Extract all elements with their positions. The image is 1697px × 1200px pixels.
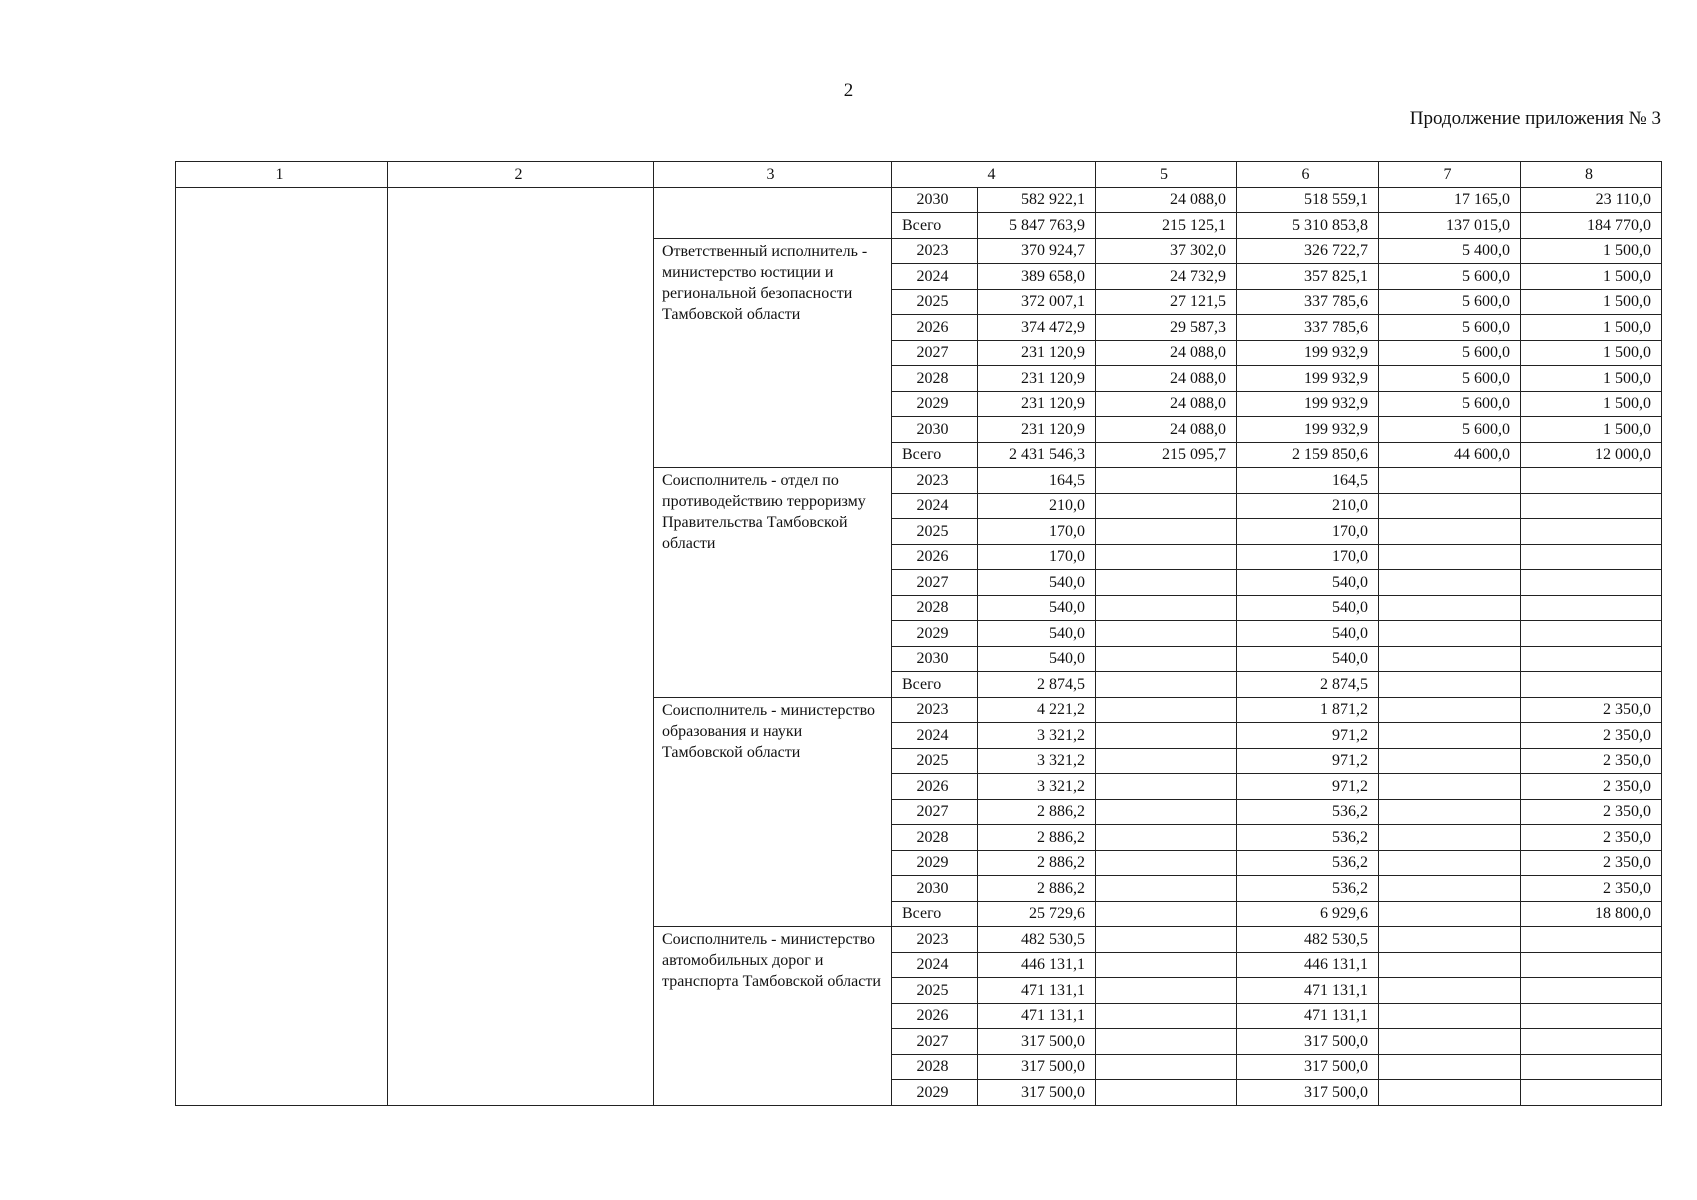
year-cell: 2030 — [892, 646, 978, 672]
col-4-value: 3 321,2 — [978, 723, 1096, 749]
col-8-value — [1521, 570, 1662, 596]
continuation-title: Продолжение приложения № 3 — [1409, 108, 1661, 129]
col-5-value: 24 088,0 — [1096, 187, 1237, 213]
col-6-value: 471 131,1 — [1237, 978, 1379, 1004]
col-5-value — [1096, 927, 1237, 953]
col-4-value: 3 321,2 — [978, 748, 1096, 774]
col-4-value: 372 007,1 — [978, 289, 1096, 315]
col-5-value — [1096, 723, 1237, 749]
col-6-value: 540,0 — [1237, 621, 1379, 647]
executor-label: Ответственный исполнитель - министерство юстиции и региональной безопасности Тамбовской области — [654, 238, 892, 468]
col-5-value: 215 125,1 — [1096, 213, 1237, 239]
col-4-value: 389 658,0 — [978, 264, 1096, 290]
col-4-value: 231 120,9 — [978, 391, 1096, 417]
col-6-value: 6 929,6 — [1237, 901, 1379, 927]
col-7-value — [1379, 519, 1521, 545]
col-4-value: 4 221,2 — [978, 697, 1096, 723]
year-cell: 2029 — [892, 1080, 978, 1106]
col-7-value: 5 600,0 — [1379, 264, 1521, 290]
col-7-value: 5 600,0 — [1379, 340, 1521, 366]
col-8-value — [1521, 544, 1662, 570]
year-cell: Всего — [892, 442, 978, 468]
col-8-value — [1521, 978, 1662, 1004]
col-6-value: 540,0 — [1237, 595, 1379, 621]
col-6-value: 971,2 — [1237, 748, 1379, 774]
col-8-value: 18 800,0 — [1521, 901, 1662, 927]
col-7-value — [1379, 850, 1521, 876]
col-8-value: 2 350,0 — [1521, 697, 1662, 723]
year-cell: 2028 — [892, 595, 978, 621]
col-7-value — [1379, 799, 1521, 825]
col-7-value — [1379, 1054, 1521, 1080]
col-7-value — [1379, 570, 1521, 596]
col-6-value: 540,0 — [1237, 646, 1379, 672]
col-6-value: 536,2 — [1237, 799, 1379, 825]
col-5-value: 24 732,9 — [1096, 264, 1237, 290]
col-6-value: 210,0 — [1237, 493, 1379, 519]
col-7-value: 5 600,0 — [1379, 315, 1521, 341]
col-7-value: 5 400,0 — [1379, 238, 1521, 264]
year-cell: 2028 — [892, 825, 978, 851]
year-cell: 2025 — [892, 748, 978, 774]
col-8-value — [1521, 595, 1662, 621]
executor-label — [654, 187, 892, 238]
year-cell: 2030 — [892, 876, 978, 902]
year-cell: 2025 — [892, 519, 978, 545]
col-7-value: 5 600,0 — [1379, 417, 1521, 443]
col-6-value: 2 874,5 — [1237, 672, 1379, 698]
col-6-value: 971,2 — [1237, 774, 1379, 800]
col-5-value — [1096, 1003, 1237, 1029]
col-7-value — [1379, 748, 1521, 774]
col-5-value: 27 121,5 — [1096, 289, 1237, 315]
col-7-value: 5 600,0 — [1379, 366, 1521, 392]
col-6-value: 536,2 — [1237, 825, 1379, 851]
year-cell: 2024 — [892, 264, 978, 290]
col-6-value: 317 500,0 — [1237, 1054, 1379, 1080]
col-8-value: 2 350,0 — [1521, 876, 1662, 902]
col-5-value: 37 302,0 — [1096, 238, 1237, 264]
col-4-value: 317 500,0 — [978, 1054, 1096, 1080]
col-8-value — [1521, 1003, 1662, 1029]
budget-table — [175, 161, 1662, 1106]
col-8-value: 1 500,0 — [1521, 264, 1662, 290]
col-8-value — [1521, 1054, 1662, 1080]
year-cell: 2025 — [892, 978, 978, 1004]
header-col-5: 5 — [1096, 162, 1237, 188]
year-cell: 2026 — [892, 544, 978, 570]
col-8-value: 2 350,0 — [1521, 799, 1662, 825]
col-8-value — [1521, 646, 1662, 672]
col-8-value: 23 110,0 — [1521, 187, 1662, 213]
col-7-value — [1379, 468, 1521, 494]
year-cell: 2028 — [892, 1054, 978, 1080]
col-4-value: 25 729,6 — [978, 901, 1096, 927]
col-6-value: 199 932,9 — [1237, 340, 1379, 366]
col-8-value — [1521, 672, 1662, 698]
col-8-value: 1 500,0 — [1521, 366, 1662, 392]
col-4-value: 370 924,7 — [978, 238, 1096, 264]
col-8-value: 1 500,0 — [1521, 289, 1662, 315]
year-cell: Всего — [892, 672, 978, 698]
col-5-value — [1096, 570, 1237, 596]
col-8-value: 2 350,0 — [1521, 774, 1662, 800]
col-6-value: 337 785,6 — [1237, 289, 1379, 315]
page-number: 2 — [843, 80, 854, 101]
col-8-value — [1521, 621, 1662, 647]
col-1-cell — [176, 187, 388, 1105]
col-6-value: 170,0 — [1237, 544, 1379, 570]
header-row — [176, 162, 1662, 188]
col-4-value: 3 321,2 — [978, 774, 1096, 800]
col-7-value — [1379, 825, 1521, 851]
col-8-value — [1521, 927, 1662, 953]
col-7-value: 44 600,0 — [1379, 442, 1521, 468]
col-5-value — [1096, 952, 1237, 978]
year-cell: 2027 — [892, 570, 978, 596]
header-col-6: 6 — [1237, 162, 1379, 188]
col-4-value: 164,5 — [978, 468, 1096, 494]
col-8-value: 12 000,0 — [1521, 442, 1662, 468]
col-6-value: 317 500,0 — [1237, 1080, 1379, 1106]
year-cell: 2023 — [892, 697, 978, 723]
col-4-value: 210,0 — [978, 493, 1096, 519]
col-7-value — [1379, 978, 1521, 1004]
col-8-value — [1521, 493, 1662, 519]
col-7-value — [1379, 672, 1521, 698]
col-4-value: 374 472,9 — [978, 315, 1096, 341]
col-6-value: 170,0 — [1237, 519, 1379, 545]
col-5-value — [1096, 544, 1237, 570]
col-6-value: 1 871,2 — [1237, 697, 1379, 723]
col-4-value: 482 530,5 — [978, 927, 1096, 953]
col-4-value: 471 131,1 — [978, 978, 1096, 1004]
col-5-value — [1096, 621, 1237, 647]
year-cell: 2026 — [892, 315, 978, 341]
col-8-value: 2 350,0 — [1521, 748, 1662, 774]
year-cell: 2027 — [892, 340, 978, 366]
col-4-value: 170,0 — [978, 519, 1096, 545]
col-5-value — [1096, 774, 1237, 800]
col-7-value — [1379, 621, 1521, 647]
col-4-value: 170,0 — [978, 544, 1096, 570]
col-5-value — [1096, 1054, 1237, 1080]
col-6-value: 446 131,1 — [1237, 952, 1379, 978]
col-8-value: 1 500,0 — [1521, 417, 1662, 443]
col-7-value — [1379, 544, 1521, 570]
col-5-value — [1096, 850, 1237, 876]
year-cell: 2029 — [892, 850, 978, 876]
year-cell: 2024 — [892, 493, 978, 519]
col-4-value: 2 874,5 — [978, 672, 1096, 698]
col-7-value — [1379, 901, 1521, 927]
year-cell: 2026 — [892, 774, 978, 800]
col-4-value: 2 886,2 — [978, 825, 1096, 851]
col-6-value: 199 932,9 — [1237, 417, 1379, 443]
col-5-value — [1096, 519, 1237, 545]
col-5-value — [1096, 748, 1237, 774]
header-col-1: 1 — [176, 162, 388, 188]
col-7-value — [1379, 927, 1521, 953]
col-6-value: 971,2 — [1237, 723, 1379, 749]
col-7-value — [1379, 1003, 1521, 1029]
col-8-value — [1521, 952, 1662, 978]
col-5-value — [1096, 595, 1237, 621]
col-8-value — [1521, 519, 1662, 545]
year-cell: 2030 — [892, 187, 978, 213]
year-cell: 2029 — [892, 391, 978, 417]
col-4-value: 2 886,2 — [978, 876, 1096, 902]
col-6-value: 5 310 853,8 — [1237, 213, 1379, 239]
executor-label: Соисполнитель - министерство образования и науки Тамбовской области — [654, 697, 892, 927]
year-cell: 2026 — [892, 1003, 978, 1029]
col-7-value — [1379, 876, 1521, 902]
year-cell: 2027 — [892, 1029, 978, 1055]
table-body — [176, 187, 1662, 1105]
executor-label: Соисполнитель - отдел по противодействию терроризму Правительства Тамбовской области — [654, 468, 892, 698]
year-cell: Всего — [892, 901, 978, 927]
col-8-value: 1 500,0 — [1521, 315, 1662, 341]
col-5-value — [1096, 1080, 1237, 1106]
col-6-value: 164,5 — [1237, 468, 1379, 494]
header-col-2: 2 — [388, 162, 654, 188]
col-7-value — [1379, 595, 1521, 621]
year-cell: 2024 — [892, 723, 978, 749]
col-6-value: 540,0 — [1237, 570, 1379, 596]
col-7-value — [1379, 697, 1521, 723]
col-7-value — [1379, 952, 1521, 978]
year-cell: 2023 — [892, 927, 978, 953]
col-8-value — [1521, 468, 1662, 494]
col-5-value: 24 088,0 — [1096, 417, 1237, 443]
col-8-value: 1 500,0 — [1521, 238, 1662, 264]
executor-label: Соисполнитель - министерство автомобильных дорог и транспорта Тамбовской области — [654, 927, 892, 1106]
year-cell: 2023 — [892, 468, 978, 494]
col-7-value — [1379, 774, 1521, 800]
year-cell: 2029 — [892, 621, 978, 647]
header-col-8: 8 — [1521, 162, 1662, 188]
col-6-value: 471 131,1 — [1237, 1003, 1379, 1029]
col-4-value: 231 120,9 — [978, 417, 1096, 443]
col-6-value: 482 530,5 — [1237, 927, 1379, 953]
col-4-value: 446 131,1 — [978, 952, 1096, 978]
col-7-value: 5 600,0 — [1379, 289, 1521, 315]
col-5-value — [1096, 978, 1237, 1004]
col-5-value — [1096, 493, 1237, 519]
col-4-value: 471 131,1 — [978, 1003, 1096, 1029]
year-cell: 2025 — [892, 289, 978, 315]
col-5-value — [1096, 876, 1237, 902]
col-4-value: 2 886,2 — [978, 799, 1096, 825]
col-5-value — [1096, 901, 1237, 927]
col-4-value: 540,0 — [978, 595, 1096, 621]
col-4-value: 231 120,9 — [978, 340, 1096, 366]
table-row — [176, 187, 1662, 213]
col-7-value: 137 015,0 — [1379, 213, 1521, 239]
col-4-value: 317 500,0 — [978, 1029, 1096, 1055]
col-6-value: 536,2 — [1237, 876, 1379, 902]
col-6-value: 317 500,0 — [1237, 1029, 1379, 1055]
col-6-value: 326 722,7 — [1237, 238, 1379, 264]
col-5-value: 24 088,0 — [1096, 366, 1237, 392]
col-5-value — [1096, 697, 1237, 723]
col-6-value: 199 932,9 — [1237, 391, 1379, 417]
col-6-value: 337 785,6 — [1237, 315, 1379, 341]
col-8-value: 2 350,0 — [1521, 850, 1662, 876]
col-4-value: 540,0 — [978, 570, 1096, 596]
col-7-value: 17 165,0 — [1379, 187, 1521, 213]
col-5-value: 215 095,7 — [1096, 442, 1237, 468]
col-6-value: 199 932,9 — [1237, 366, 1379, 392]
col-4-value: 317 500,0 — [978, 1080, 1096, 1106]
year-cell: 2027 — [892, 799, 978, 825]
col-7-value — [1379, 1080, 1521, 1106]
col-8-value — [1521, 1029, 1662, 1055]
col-5-value: 24 088,0 — [1096, 340, 1237, 366]
col-4-value: 2 431 546,3 — [978, 442, 1096, 468]
col-8-value: 1 500,0 — [1521, 340, 1662, 366]
col-5-value — [1096, 1029, 1237, 1055]
year-cell: 2024 — [892, 952, 978, 978]
col-4-value: 582 922,1 — [978, 187, 1096, 213]
col-7-value: 5 600,0 — [1379, 391, 1521, 417]
col-7-value — [1379, 493, 1521, 519]
col-6-value: 2 159 850,6 — [1237, 442, 1379, 468]
col-5-value: 24 088,0 — [1096, 391, 1237, 417]
col-5-value — [1096, 799, 1237, 825]
col-5-value — [1096, 672, 1237, 698]
col-8-value: 2 350,0 — [1521, 825, 1662, 851]
col-6-value: 536,2 — [1237, 850, 1379, 876]
header-col-3: 3 — [654, 162, 892, 188]
col-6-value: 518 559,1 — [1237, 187, 1379, 213]
col-7-value — [1379, 646, 1521, 672]
col-4-value: 540,0 — [978, 646, 1096, 672]
year-cell: 2028 — [892, 366, 978, 392]
year-cell: 2023 — [892, 238, 978, 264]
col-5-value — [1096, 646, 1237, 672]
col-4-value: 5 847 763,9 — [978, 213, 1096, 239]
col-7-value — [1379, 723, 1521, 749]
col-2-cell — [388, 187, 654, 1105]
col-5-value — [1096, 825, 1237, 851]
year-cell: 2030 — [892, 417, 978, 443]
col-8-value — [1521, 1080, 1662, 1106]
col-8-value: 184 770,0 — [1521, 213, 1662, 239]
col-4-value: 231 120,9 — [978, 366, 1096, 392]
col-4-value: 540,0 — [978, 621, 1096, 647]
col-4-value: 2 886,2 — [978, 850, 1096, 876]
col-6-value: 357 825,1 — [1237, 264, 1379, 290]
col-5-value: 29 587,3 — [1096, 315, 1237, 341]
col-7-value — [1379, 1029, 1521, 1055]
year-cell: Всего — [892, 213, 978, 239]
col-5-value — [1096, 468, 1237, 494]
col-8-value: 1 500,0 — [1521, 391, 1662, 417]
document-table-wrap — [175, 161, 1662, 1106]
header-col-4: 4 — [892, 162, 1096, 188]
col-8-value: 2 350,0 — [1521, 723, 1662, 749]
header-col-7: 7 — [1379, 162, 1521, 188]
